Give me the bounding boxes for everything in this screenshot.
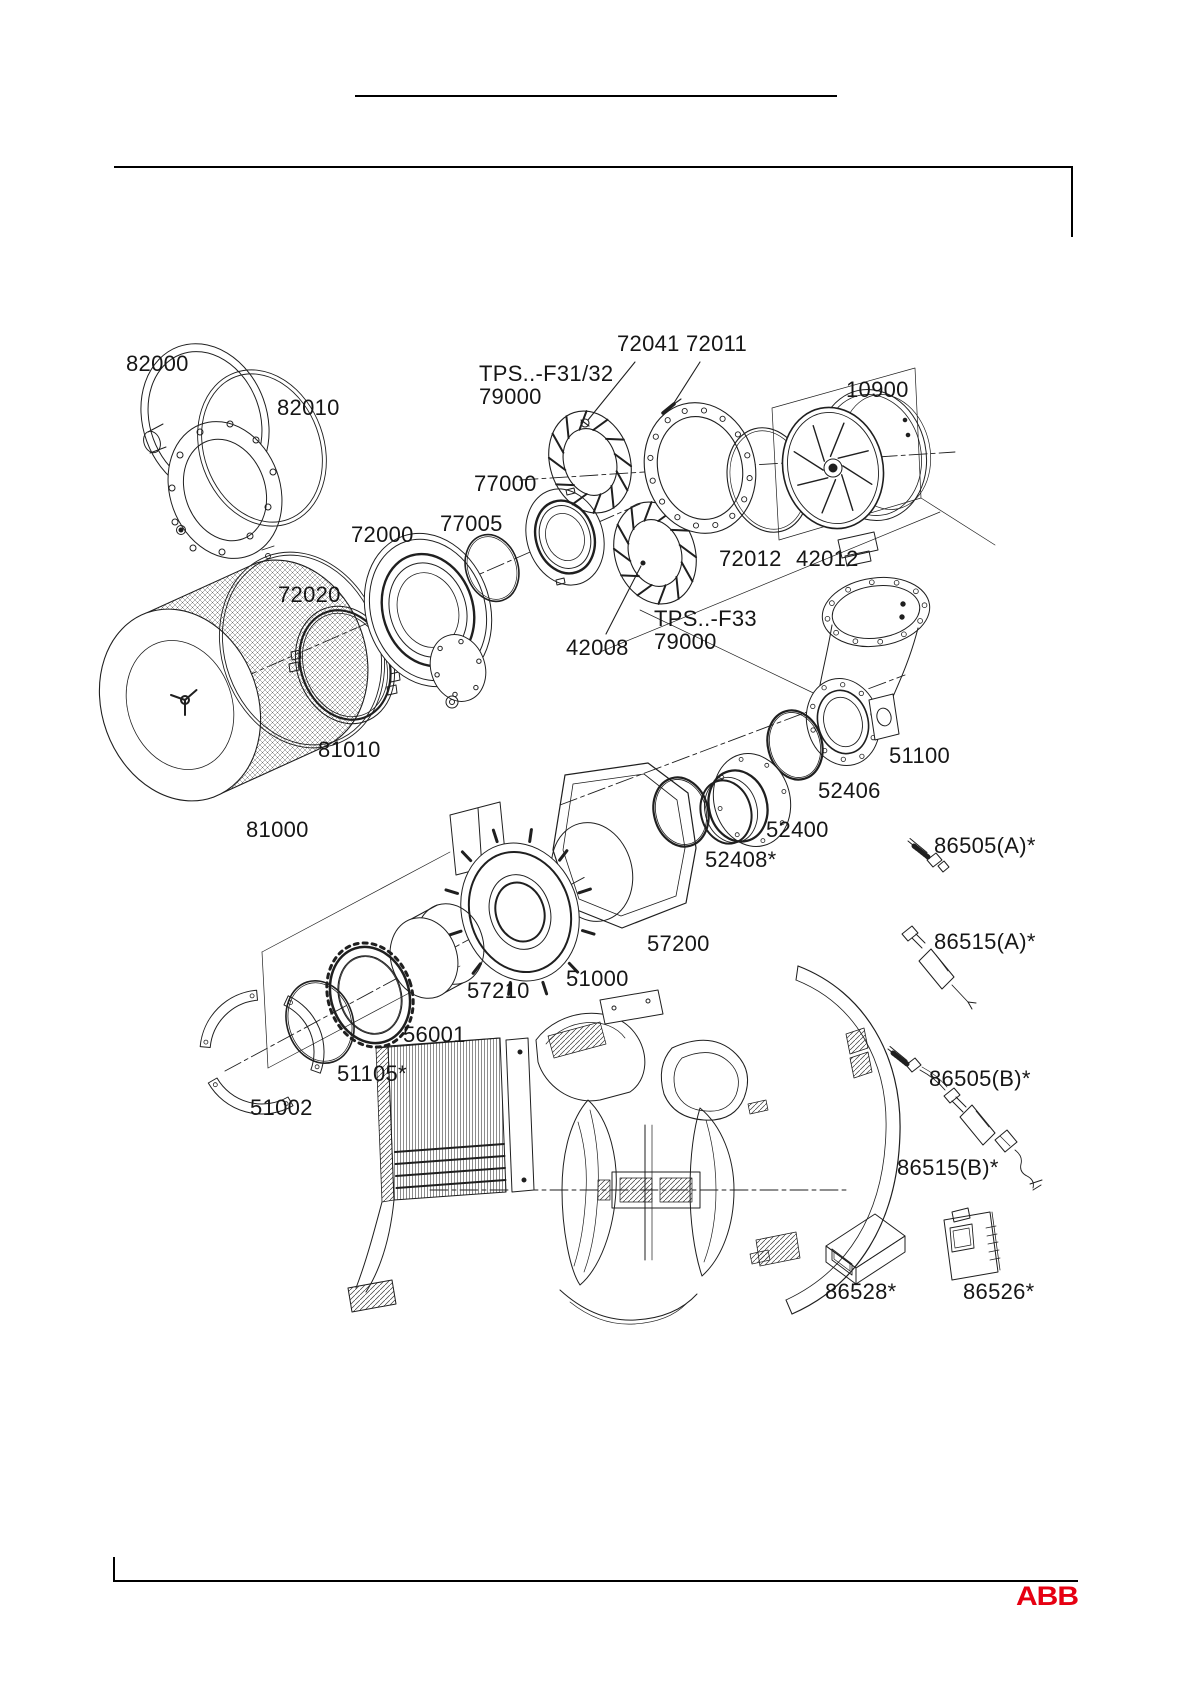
part-label-72041: 72041 <box>617 331 680 356</box>
part-label-82000: 82000 <box>126 351 189 376</box>
part-label-52408: 52408* <box>705 847 777 872</box>
part-label-56001: 56001 <box>403 1022 466 1047</box>
part-label-81010: 81010 <box>318 737 381 762</box>
part-label-57200: 57200 <box>647 931 710 956</box>
part-label-57210: 57210 <box>467 978 530 1003</box>
part-label-77000: 77000 <box>474 471 537 496</box>
part-label-77005: 77005 <box>440 511 503 536</box>
part-label-79000-f33: 79000 <box>654 629 717 654</box>
part-label-52406: 52406 <box>818 778 881 803</box>
part-label-42012: 42012 <box>796 546 859 571</box>
part-label-72020: 72020 <box>278 582 341 607</box>
part-label-86528: 86528* <box>825 1279 897 1304</box>
part-label-42008: 42008 <box>566 635 629 660</box>
part-label-51100: 51100 <box>889 743 951 768</box>
part-label-72011: 72011 <box>686 331 748 356</box>
part-label-72000: 72000 <box>351 522 414 547</box>
part-label-51000: 51000 <box>566 966 629 991</box>
part-label-52400: 52400 <box>766 817 829 842</box>
part-label-82010: 82010 <box>277 395 340 420</box>
part-label-86515a: 86515(A)* <box>934 929 1036 954</box>
part-label-72012: 72012 <box>719 546 782 571</box>
abb-logo: ABB <box>1016 1582 1078 1612</box>
part-label-tps-f33: TPS..-F33 <box>654 606 757 631</box>
part-label-51105: 51105* <box>337 1061 407 1086</box>
sectional-assembly-drawing <box>348 966 900 1324</box>
part-drawing-10900 <box>771 379 941 566</box>
part-label-86505a: 86505(A)* <box>934 833 1036 858</box>
part-drawing-86528 <box>826 1214 905 1284</box>
part-drawing-86526 <box>944 1208 1000 1280</box>
part-label-10900: 10900 <box>846 377 909 402</box>
part-label-51002: 51002 <box>250 1095 313 1120</box>
leader-42008 <box>606 561 645 634</box>
part-label-86515b: 86515(B)* <box>897 1155 999 1180</box>
part-label-tps-f31-32: TPS..-F31/32 <box>479 361 614 386</box>
part-label-81000: 81000 <box>246 817 309 842</box>
part-label-86526: 86526* <box>963 1279 1035 1304</box>
part-label-79000-f31: 79000 <box>479 384 542 409</box>
part-drawing-77000 <box>514 479 617 596</box>
part-label-86505b: 86505(B)* <box>929 1066 1031 1091</box>
